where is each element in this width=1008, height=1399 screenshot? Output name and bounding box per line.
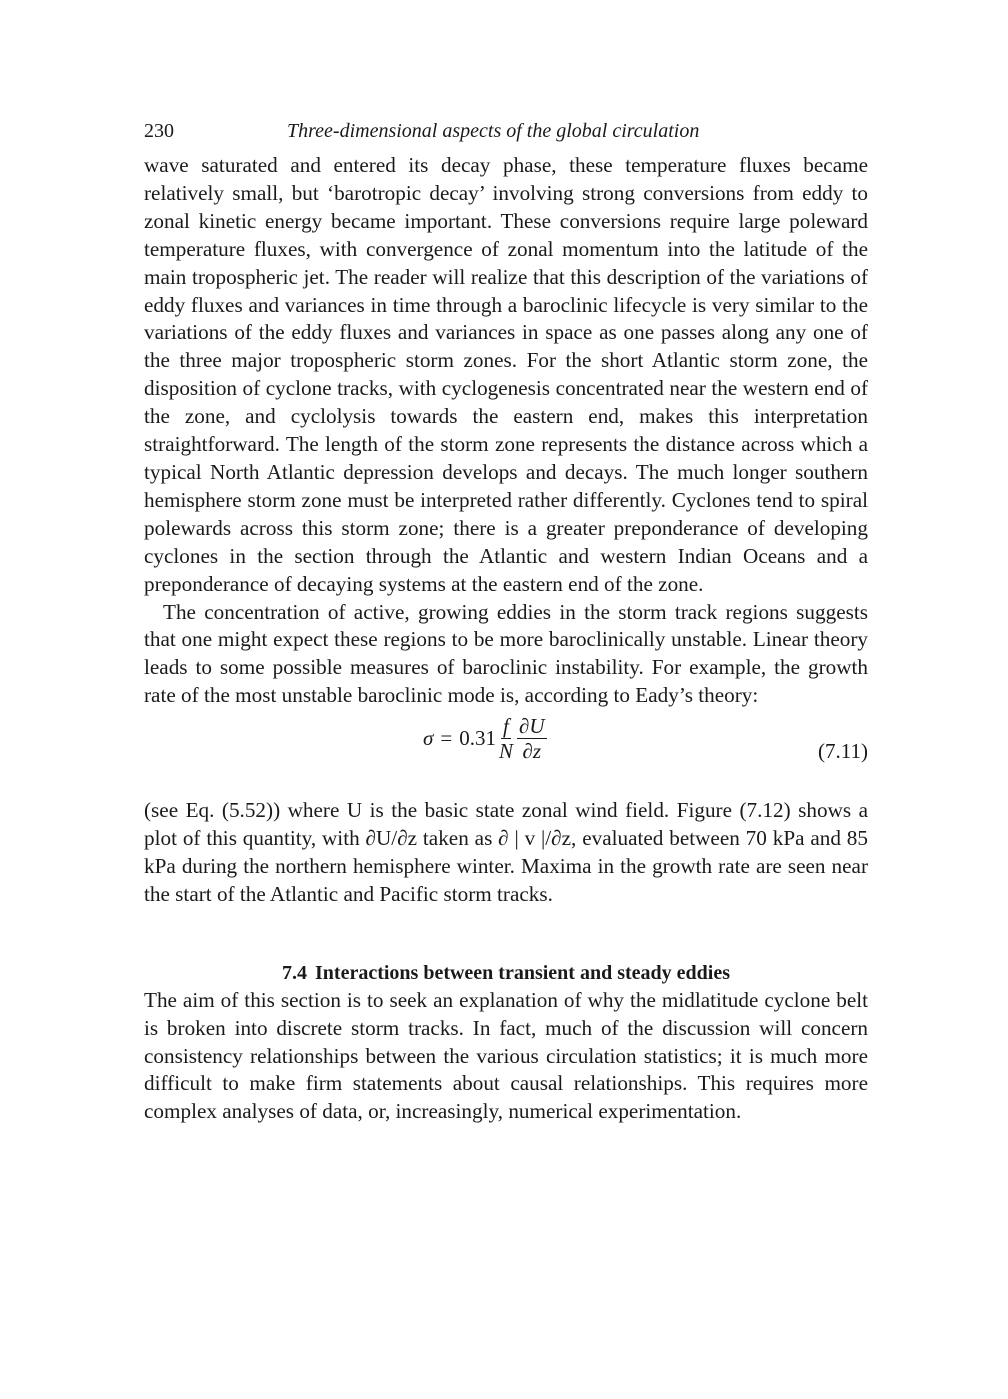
paragraph-4: The aim of this section is to seek an explanation of why the midlatitude cyclone belt is broken into discrete storm tracks. In fact, much of the discussion will concern consistency relationships between the various circulation statistics; it is much more difficult to make firm statements about causal relationships. This requires more complex analyses of data, or, increasingly, numerical experimentation. — [144, 987, 868, 1124]
section-title: Interactions between transient and steady eddies — [315, 961, 730, 984]
section-heading — [144, 959, 868, 987]
fraction-du-over-dz — [517, 714, 547, 763]
paragraph-1: wave saturated and entered its decay phase, these temperature fluxes became relatively small, but ‘barotropic decay’ involving strong conversions from eddy to zonal kinetic energy became important. These conversions require large poleward temperature fluxes, with convergence of zonal momentum into the latitude of the main tropospheric jet. The reader will realize that this description of the variations of eddy fluxes and variances in time through a baroclinic lifecycle is very similar to the variations of the eddy fluxes and variances in space as one passes along any one of the three major tropospheric storm zones. For the short Atlantic storm zone, the disposition of cyclone tracks, with cyclogenesis concentrated near the western end of the zone, and cyclolysis towards the eastern end, makes this interpretation straightforward. The length of the storm zone represents the distance across which a typical North Atlantic depression develops and decays. The much longer southern hemisphere storm zone must be interpreted rather differently. Cyclones tend to spiral polewards across this storm zone; there is a greater preponderance of developing cyclones in the section through the Atlantic and western Indian Oceans and a preponderance of decaying systems at the eastern end of the zone. — [144, 153, 868, 596]
fraction-f-over-n — [497, 714, 515, 763]
fraction-numerator: ∂U — [518, 714, 545, 739]
section-number: 7.4 — [282, 961, 307, 984]
fraction-numerator: f — [503, 714, 509, 739]
paragraph-2: The concentration of active, growing eddies in the storm track regions suggests that one might expect these regions to be more baroclinically unstable. Linear theory leads to some possible measures of baroclinic instability. For example, the growth rate of the most unstable baroclinic mode is, according to Eady’s theory: — [144, 599, 868, 708]
equation-equals: = — [440, 726, 453, 751]
eady-growth-rate-equation — [423, 714, 548, 763]
fraction-denominator: ∂z — [522, 739, 542, 764]
page-content — [144, 120, 868, 1126]
fraction-denominator: N — [498, 739, 513, 764]
paragraph-3: (see Eq. (5.52)) where U is the basic state zonal wind field. Figure (7.12) shows a plot of this quantity, with ∂U/∂z taken as ∂ | v |/∂z, evaluated between 70 kPa and 85 kPa during the northern hemisphere winter. Maxima in the growth rate are seen near the start of the Atlantic and Pacific storm tracks. — [144, 798, 868, 906]
page-number: 230 — [144, 120, 174, 142]
running-title: Three-dimensional aspects of the global circulation — [287, 120, 700, 142]
running-header — [144, 120, 868, 152]
equation-lhs: σ — [423, 726, 434, 751]
equation-number: (7.11) — [818, 739, 868, 764]
equation-coefficient: 0.31 — [459, 726, 496, 751]
equation-block — [144, 710, 868, 797]
